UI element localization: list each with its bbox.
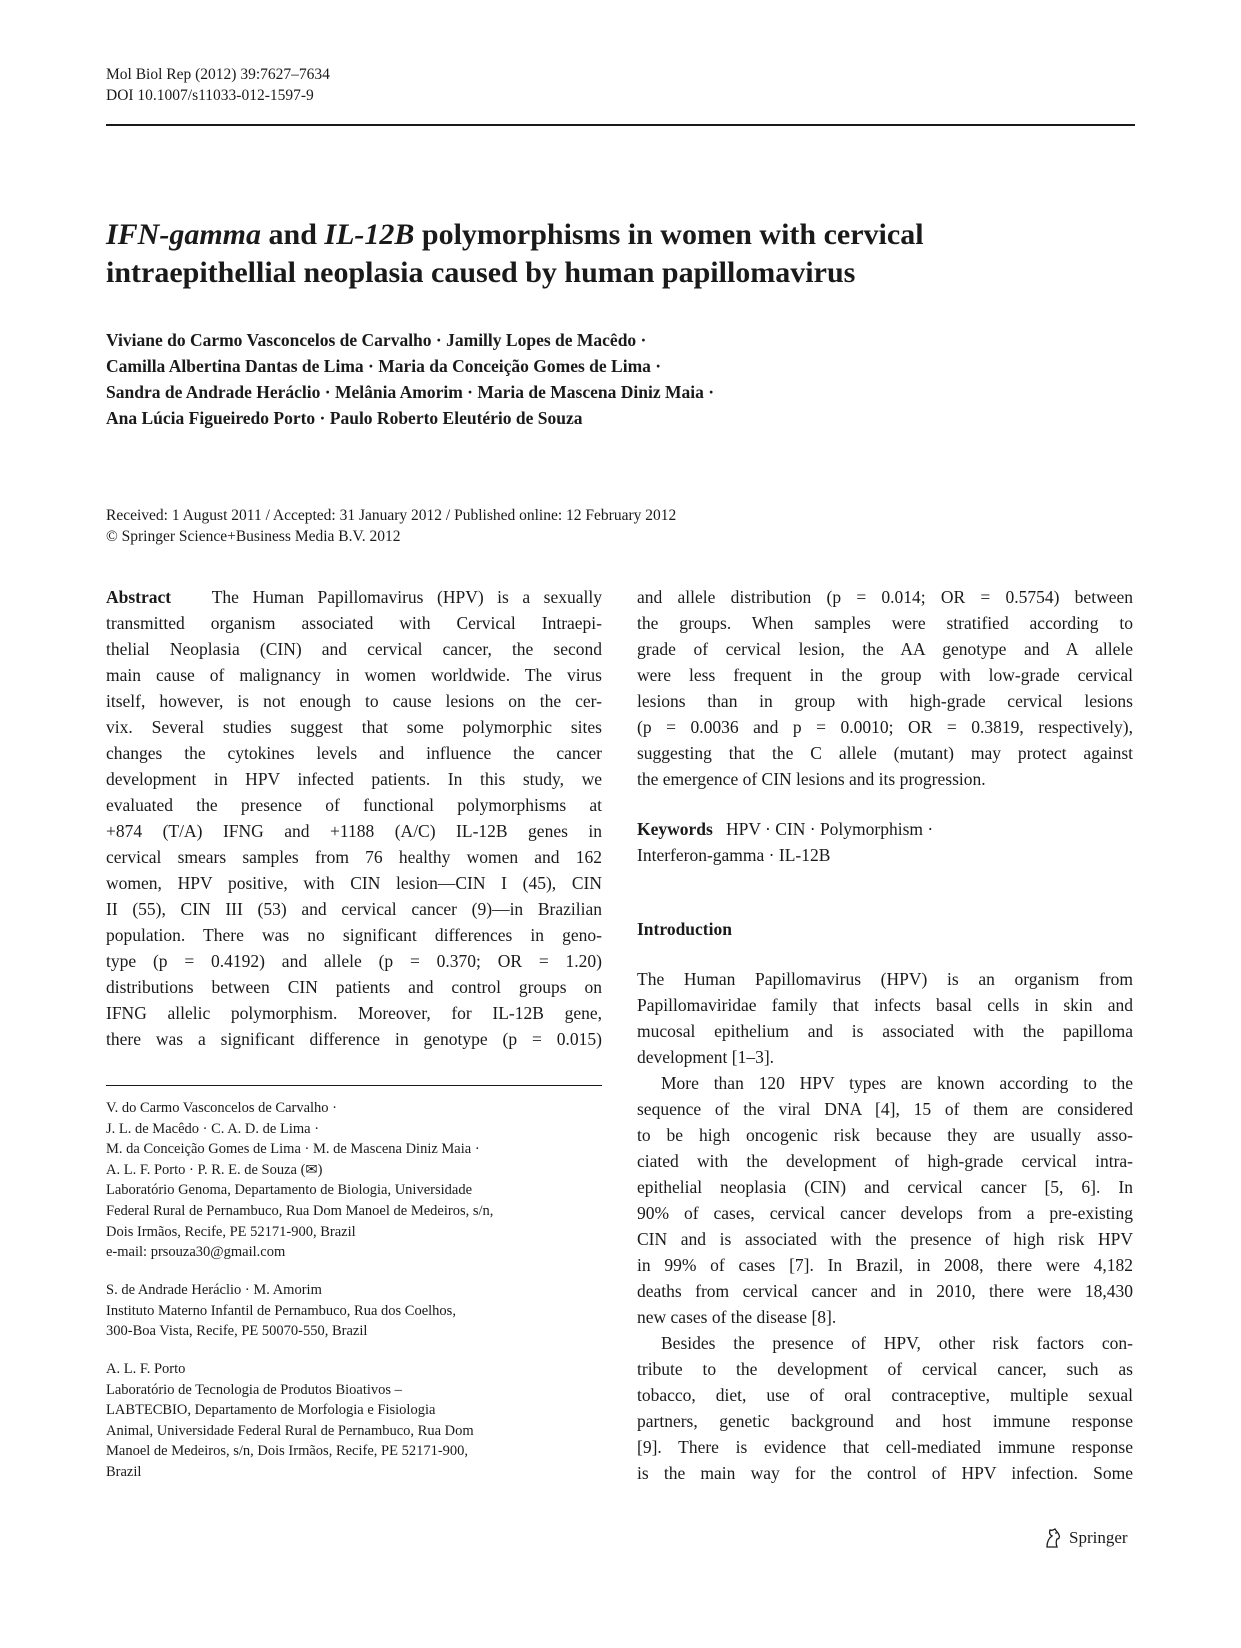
copyright-line: © Springer Science+Business Media B.V. 2012	[106, 528, 401, 545]
affiliation-line: Dois Irmãos, Recife, PE 52171-900, Brazil	[106, 1223, 356, 1240]
abstract-text: The Human Papillomavirus (HPV) is a sexually	[211, 587, 602, 607]
right-column	[637, 584, 1133, 1486]
abstract-line: cervical smears samples from 76 healthy women and 162	[106, 847, 602, 867]
received-accepted-line: Received: 1 August 2011 / Accepted: 31 January 2012 / Published online: 12 February 2012	[106, 507, 677, 524]
affiliation-block-2	[106, 1280, 602, 1342]
abstract-line: grade of cervical lesion, the AA genotype and A allele	[637, 639, 1133, 659]
intro-line: in 99% of cases [7]. In Brazil, in 2008, there were 4,182	[637, 1255, 1133, 1275]
abstract	[106, 584, 602, 1052]
author-line: Sandra de Andrade Heráclio · Melânia Amorim · Maria de Mascena Diniz Maia ·	[106, 382, 715, 402]
abstract-line: lesions than in group with high-grade cervical lesions	[637, 691, 1133, 711]
abstract-line: and allele distribution (p = 0.014; OR = 0.5754) between	[637, 587, 1133, 607]
title-line-2: intraepithellial neoplasia caused by human papillomavirus	[106, 256, 856, 289]
publisher-name: Springer	[1069, 1528, 1128, 1547]
header-rule	[106, 124, 1135, 126]
abstract-line: (p = 0.0036 and p = 0.0010; OR = 0.3819, respectively),	[637, 717, 1133, 737]
affiliation-block-3	[106, 1359, 602, 1483]
keywords-text: HPV · CIN · Polymorphism ·	[725, 819, 934, 839]
intro-line: to be high oncogenic risk because they are usually asso-	[637, 1125, 1133, 1145]
author-line: Viviane do Carmo Vasconcelos de Carvalho · Jamilly Lopes de Macêdo ·	[106, 330, 647, 350]
intro-line: CIN and is associated with the presence of high risk HPV	[637, 1229, 1133, 1249]
keywords-line	[637, 816, 1133, 842]
intro-line: Besides the presence of HPV, other risk factors con-	[661, 1333, 1133, 1353]
intro-line: mucosal epithelium and is associated with the papilloma	[637, 1021, 1133, 1041]
abstract-line: vix. Several studies suggest that some polymorphic sites	[106, 717, 602, 737]
introduction-heading: Introduction	[637, 919, 732, 939]
journal-reference: Mol Biol Rep (2012) 39:7627–7634	[106, 66, 330, 83]
intro-line: sequence of the viral DNA [4], 15 of them are considered	[637, 1099, 1133, 1119]
affiliation-line: Federal Rural de Pernambuco, Rua Dom Manoel de Medeiros, s/n,	[106, 1202, 494, 1219]
abstract-line: the groups. When samples were stratified according to	[637, 613, 1133, 633]
abstract-line: evaluated the presence of functional polymorphisms at	[106, 795, 602, 815]
abstract-line: transmitted organism associated with Cervical Intraepi-	[106, 613, 602, 633]
abstract-line: development in HPV infected patients. In this study, we	[106, 769, 602, 789]
abstract-line: suggesting that the C allele (mutant) may protect against	[637, 743, 1133, 763]
abstract-line: there was a significant difference in genotype (p = 0.015)	[106, 1029, 602, 1049]
affiliation-line: Animal, Universidade Federal Rural de Pernambuco, Rua Dom	[106, 1422, 474, 1439]
title-and: and	[261, 218, 325, 251]
intro-line: tribute to the development of cervical cancer, such as	[637, 1359, 1133, 1379]
affiliation-line: Brazil	[106, 1463, 142, 1480]
author-list	[106, 327, 1106, 431]
publication-dates	[106, 505, 676, 547]
intro-line: [9]. There is evidence that cell-mediated immune response	[637, 1437, 1133, 1457]
email-line[interactable]: e-mail: prsouza30@gmail.com	[106, 1244, 286, 1261]
affiliation-line: J. L. de Macêdo · C. A. D. de Lima ·	[106, 1120, 320, 1137]
keywords-line-2: Interferon-gamma · IL-12B	[637, 845, 831, 865]
abstract-line: thelial Neoplasia (CIN) and cervical cancer, the second	[106, 639, 602, 659]
doi: DOI 10.1007/s11033-012-1597-9	[106, 87, 314, 104]
affiliation-line: LABTECBIO, Departamento de Morfologia e Fisiologia	[106, 1402, 436, 1419]
abstract-line: +874 (T/A) IFNG and +1188 (A/C) IL-12B genes in	[106, 821, 602, 841]
springer-horse-logo-icon	[1043, 1527, 1063, 1549]
affiliation-line: V. do Carmo Vasconcelos de Carvalho ·	[106, 1100, 338, 1116]
affiliation-block-1	[106, 1098, 602, 1263]
footnote-rule	[106, 1085, 602, 1086]
affiliation-line: Laboratório de Tecnologia de Produtos Bioativos –	[106, 1381, 402, 1398]
intro-line: epithelial neoplasia (CIN) and cervical cancer [5, 6]. In	[637, 1177, 1133, 1197]
abstract-line: IFNG allelic polymorphism. Moreover, for IL-12B gene,	[106, 1003, 602, 1023]
abstract-line: the emergence of CIN lesions and its progression.	[637, 769, 986, 789]
intro-line: development [1–3].	[637, 1047, 775, 1067]
affiliation-line: S. de Andrade Heráclio · M. Amorim	[106, 1282, 322, 1298]
affiliation-line: M. da Conceição Gomes de Lima · M. de Mascena Diniz Maia ·	[106, 1141, 480, 1158]
abstract-line: changes the cytokines levels and influence the cancer	[106, 743, 602, 763]
affiliation-line: Laboratório Genoma, Departamento de Biologia, Universidade	[106, 1182, 473, 1199]
affiliation-line: A. L. F. Porto	[106, 1361, 186, 1377]
affiliation-line: 300-Boa Vista, Recife, PE 50070-550, Brazil	[106, 1323, 368, 1340]
abstract-line: II (55), CIN III (53) and cervical cancer (9)—in Brazilian	[106, 899, 602, 919]
keywords-label: Keywords	[637, 819, 713, 839]
abstract-line: population. There was no significant differences in geno-	[106, 925, 602, 945]
journal-citation	[106, 64, 330, 106]
intro-line: 90% of cases, cervical cancer develops from a pre-existing	[637, 1203, 1133, 1223]
affiliation-line: A. L. F. Porto · P. R. E. de Souza (✉)	[106, 1161, 323, 1178]
title-gene-1: IFN-gamma	[106, 218, 262, 251]
intro-line: The Human Papillomavirus (HPV) is an organism from	[637, 969, 1133, 989]
abstract-line: women, HPV positive, with CIN lesion—CIN I (45), CIN	[106, 873, 602, 893]
intro-line: is the main way for the control of HPV infection. Some	[637, 1463, 1133, 1483]
abstract-line: main cause of malignancy in women worldwide. The virus	[106, 665, 602, 685]
article-title	[106, 216, 1126, 292]
abstract-line: were less frequent in the group with low-grade cervical	[637, 665, 1133, 685]
intro-line: More than 120 HPV types are known according to the	[661, 1073, 1133, 1093]
abstract-line: distributions between CIN patients and control groups on	[106, 977, 602, 997]
affiliation-line: Manoel de Medeiros, s/n, Dois Irmãos, Recife, PE 52171-900,	[106, 1443, 469, 1460]
publisher-mark	[1043, 1527, 1128, 1549]
intro-line: partners, genetic background and host immune response	[637, 1411, 1133, 1431]
abstract-line	[106, 584, 602, 610]
intro-line: ciated with the development of high-grade cervical intra-	[637, 1151, 1133, 1171]
abstract-line: type (p = 0.4192) and allele (p = 0.370; OR = 1.20)	[106, 951, 602, 971]
intro-line: deaths from cervical cancer and in 2010, there were 18,430	[637, 1281, 1133, 1301]
intro-line: Papillomaviridae family that infects basal cells in skin and	[637, 995, 1133, 1015]
author-line: Ana Lúcia Figueiredo Porto · Paulo Roberto Eleutério de Souza	[106, 408, 583, 428]
title-rest: polymorphisms in women with cervical	[414, 218, 924, 251]
title-gene-2: IL-12B	[324, 218, 415, 251]
intro-line: tobacco, diet, use of oral contraceptive, multiple sexual	[637, 1385, 1133, 1405]
abstract-line: itself, however, is not enough to cause lesions on the cer-	[106, 691, 602, 711]
intro-line: new cases of the disease [8].	[637, 1307, 837, 1327]
author-line: Camilla Albertina Dantas de Lima · Maria da Conceição Gomes de Lima ·	[106, 356, 662, 376]
affiliation-line: Instituto Materno Infantil de Pernambuco, Rua dos Coelhos,	[106, 1302, 456, 1319]
abstract-label: Abstract	[106, 587, 172, 607]
